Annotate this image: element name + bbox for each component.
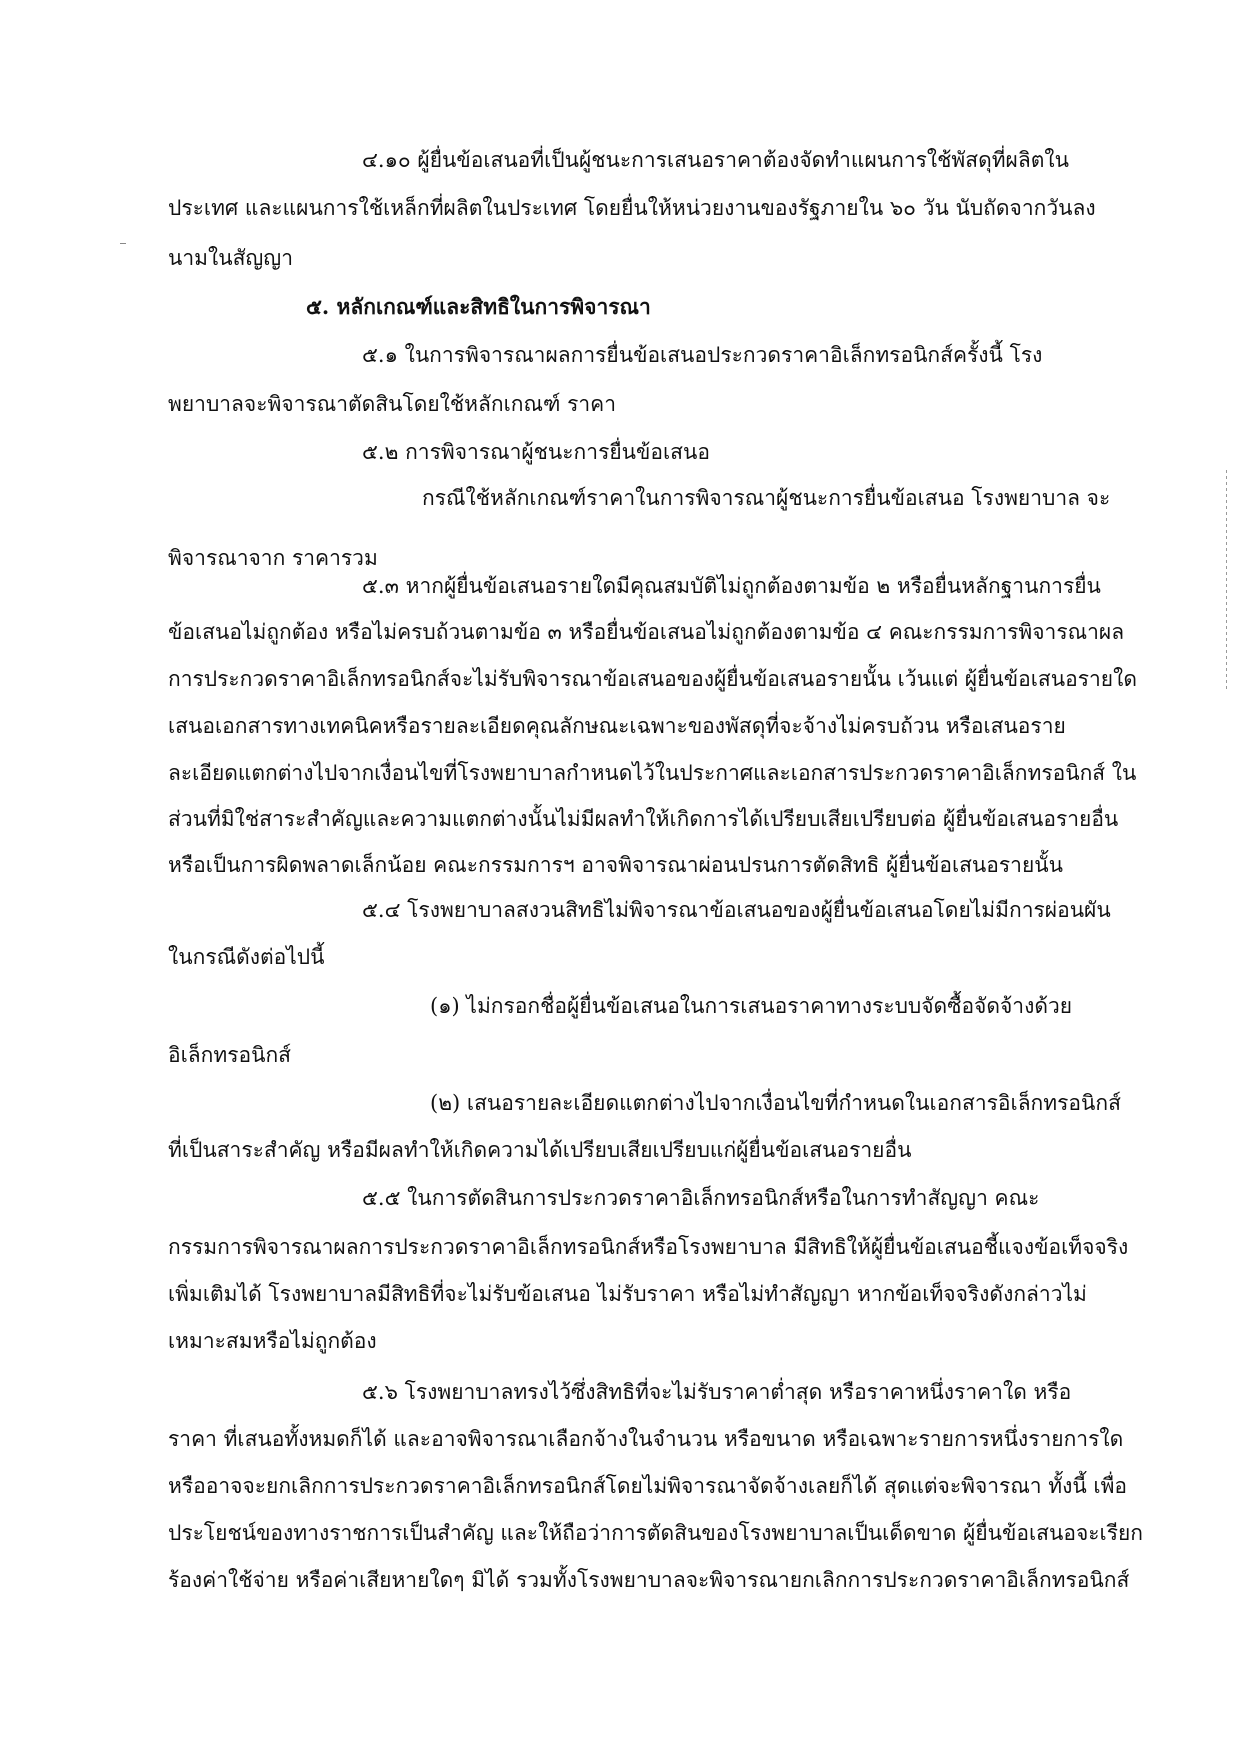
text-line: (๑) ไม่กรอกชื่อผู้ยื่นข้อเสนอในการเสนอราคาทางระบบจัดซื้อจัดจ้างด้วย (430, 994, 1073, 1018)
text-line: หรือเป็นการผิดพลาดเล็กน้อย คณะกรรมการฯ อาจพิจารณาผ่อนปรนการตัดสิทธิ ผู้ยื่นข้อเสนอรายนั้น (168, 853, 1063, 877)
text-line: กรณีใช้หลักเกณฑ์ราคาในการพิจารณาผู้ชนะการยื่นข้อเสนอ โรงพยาบาล จะ (422, 486, 1111, 510)
text-line: ส่วนที่มิใช่สาระสำคัญและความแตกต่างนั้นไม่มีผลทำให้เกิดการได้เปรียบเสียเปรียบต่อ ผู้ยื่นข้อเสนอรายอื่น (168, 807, 1119, 831)
text-line: ร้องค่าใช้จ่าย หรือค่าเสียหายใดๆ มิได้ รวมทั้งโรงพยาบาลจะพิจารณายกเลิกการประกวดราคาอิเล็กทรอนิกส์ (168, 1568, 1130, 1592)
text-line: ประโยชน์ของทางราชการเป็นสำคัญ และให้ถือว่าการตัดสินของโรงพยาบาลเป็นเด็ดขาด ผู้ยื่นข้อเสนอจะเรียก (168, 1521, 1144, 1545)
scan-speck (120, 243, 126, 244)
text-line: ๕.๕ ในการตัดสินการประกวดราคาอิเล็กทรอนิกส์หรือในการทำสัญญา คณะ (362, 1186, 1040, 1210)
text-line: กรรมการพิจารณาผลการประกวดราคาอิเล็กทรอนิกส์หรือโรงพยาบาล มีสิทธิให้ผู้ยื่นข้อเสนอชี้แจงข้อเท็จจริง (168, 1235, 1129, 1259)
text-line: เหมาะสมหรือไม่ถูกต้อง (168, 1329, 377, 1353)
text-line: ราคา ที่เสนอทั้งหมดก็ได้ และอาจพิจารณาเลือกจ้างในจำนวน หรือขนาด หรือเฉพาะรายการหนึ่งรายการใด (168, 1427, 1124, 1451)
text-line: อิเล็กทรอนิกส์ (168, 1043, 291, 1067)
text-line: ๕.๖ โรงพยาบาลทรงไว้ซึ่งสิทธิที่จะไม่รับราคาต่ำสุด หรือราคาหนึ่งราคาใด หรือ (362, 1380, 1072, 1404)
text-line: ในกรณีดังต่อไปนี้ (168, 945, 325, 969)
text-line: หรืออาจจะยกเลิกการประกวดราคาอิเล็กทรอนิกส์โดยไม่พิจารณาจัดจ้างเลยก็ได้ สุดแต่จะพิจารณา ทั้งนี้ เพื่อ (168, 1474, 1128, 1498)
scan-edge-mark (1226, 470, 1227, 690)
text-line: นามในสัญญา (168, 246, 293, 270)
text-line: ๕.๒ การพิจารณาผู้ชนะการยื่นข้อเสนอ (362, 440, 710, 464)
text-line: ๕.๓ หากผู้ยื่นข้อเสนอรายใดมีคุณสมบัติไม่ถูกต้องตามข้อ ๒ หรือยื่นหลักฐานการยื่น (362, 574, 1101, 598)
text-line: ที่เป็นสาระสำคัญ หรือมีผลทำให้เกิดความได้เปรียบเสียเปรียบแก่ผู้ยื่นข้อเสนอรายอื่น (168, 1138, 912, 1162)
text-line: ๔.๑๐ ผู้ยื่นข้อเสนอที่เป็นผู้ชนะการเสนอราคาต้องจัดทำแผนการใช้พัสดุที่ผลิตใน (362, 148, 1069, 172)
text-line: เพิ่มเติมได้ โรงพยาบาลมีสิทธิที่จะไม่รับข้อเสนอ ไม่รับราคา หรือไม่ทำสัญญา หากข้อเท็จจริงดังกล่าวไม่ (168, 1282, 1087, 1306)
text-line: ข้อเสนอไม่ถูกต้อง หรือไม่ครบถ้วนตามข้อ ๓ หรือยื่นข้อเสนอไม่ถูกต้องตามข้อ ๔ คณะกรรมการพิจารณาผล (168, 620, 1125, 644)
text-line: ละเอียดแตกต่างไปจากเงื่อนไขที่โรงพยาบาลกำหนดไว้ในประกาศและเอกสารประกวดราคาอิเล็กทรอนิกส์ ใน (168, 761, 1137, 785)
text-line: พยาบาลจะพิจารณาตัดสินโดยใช้หลักเกณฑ์ ราคา (168, 392, 617, 416)
text-line: ๕.๑ ในการพิจารณาผลการยื่นข้อเสนอประกวดราคาอิเล็กทรอนิกส์ครั้งนี้ โรง (362, 343, 1043, 367)
text-line: เสนอเอกสารทางเทคนิคหรือรายละเอียดคุณลักษณะเฉพาะของพัสดุที่จะจ้างไม่ครบถ้วน หรือเสนอราย (168, 714, 1066, 738)
text-line: พิจารณาจาก ราคารวม (168, 546, 378, 570)
section-heading: ๕. หลักเกณฑ์และสิทธิในการพิจารณา (306, 294, 651, 319)
text-line: ประเทศ และแผนการใช้เหล็กที่ผลิตในประเทศ โดยยื่นให้หน่วยงานของรัฐภายใน ๖๐ วัน นับถัดจากวันลง (168, 196, 1096, 220)
text-line: ๕.๔ โรงพยาบาลสงวนสิทธิไม่พิจารณาข้อเสนอของผู้ยื่นข้อเสนอโดยไม่มีการผ่อนผัน (362, 898, 1111, 922)
text-line: การประกวดราคาอิเล็กทรอนิกส์จะไม่รับพิจารณาข้อเสนอของผู้ยื่นข้อเสนอรายนั้น เว้นแต่ ผู้ยื่นข้อเสนอรายใด (168, 667, 1137, 691)
text-line: (๒) เสนอรายละเอียดแตกต่างไปจากเงื่อนไขที่กำหนดในเอกสารอิเล็กทรอนิกส์ (430, 1091, 1121, 1115)
